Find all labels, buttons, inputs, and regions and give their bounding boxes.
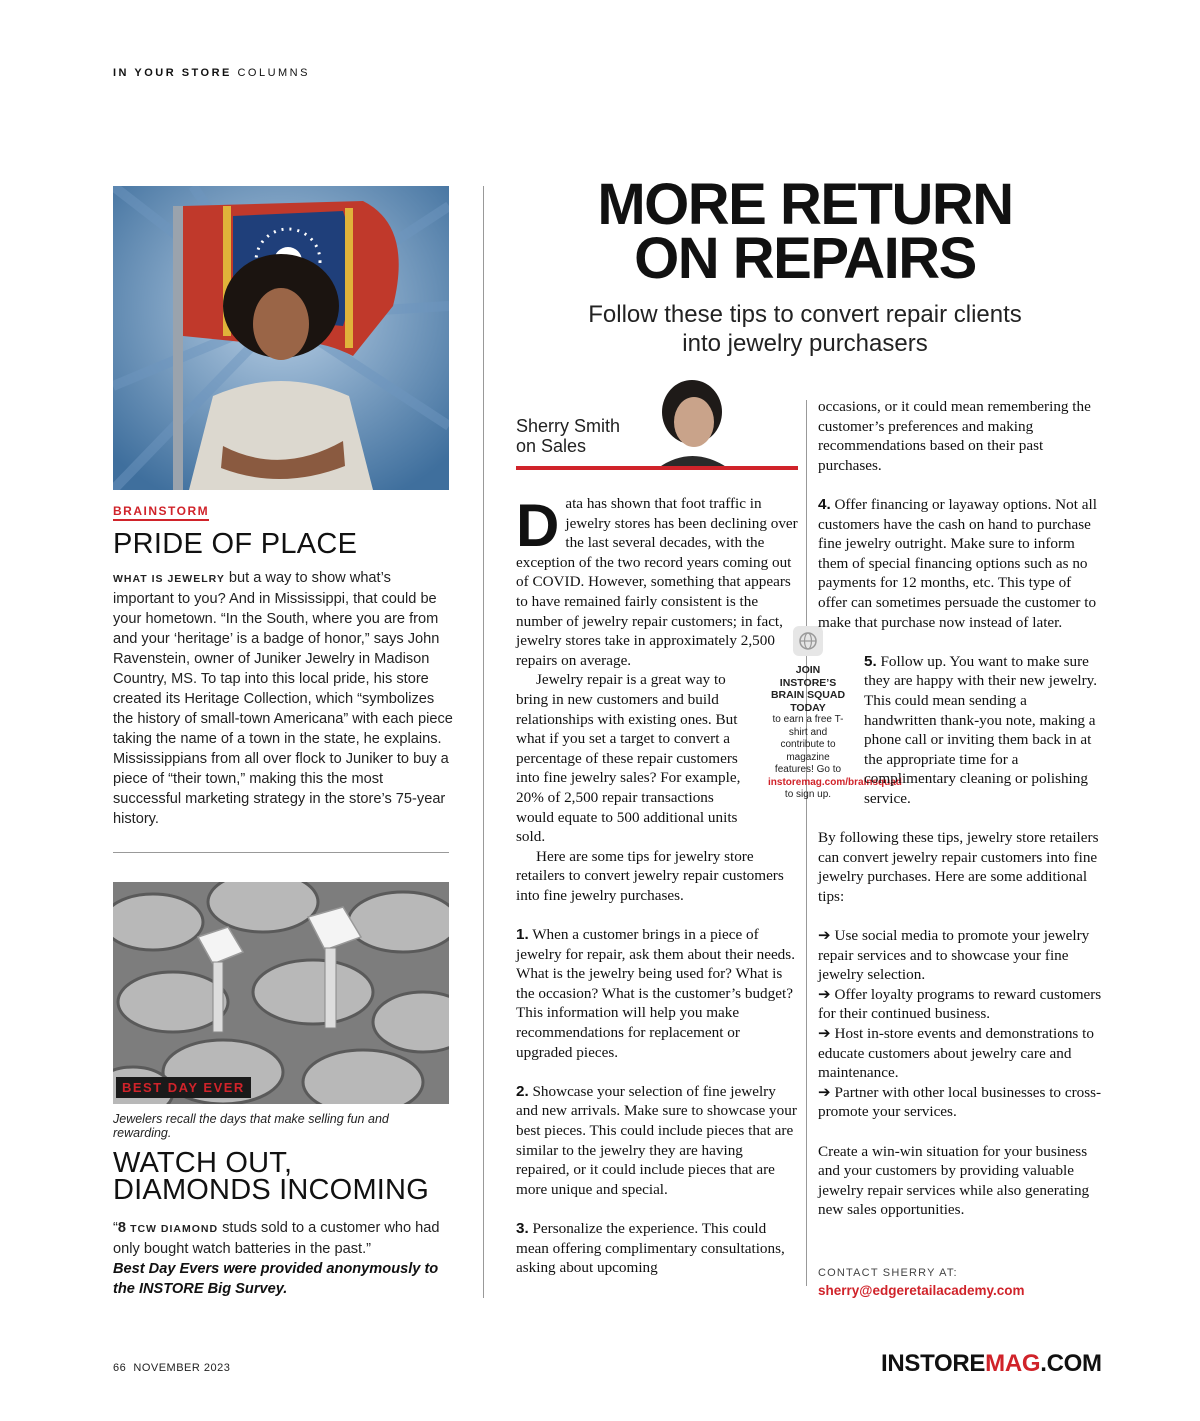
tip-2-number: 2. xyxy=(516,1082,529,1100)
tip-2-text: Showcase your selection of fine jewelry and new arrivals. Make sure to showcase your best pieces. This could include pieces that are similar to the jewelry they are having repaired, or it could include pieces that are more unique and special. xyxy=(516,1082,797,1198)
brainstorm-body xyxy=(113,568,453,829)
page-folio xyxy=(113,1362,230,1374)
magazine-url-c: .COM xyxy=(1040,1350,1102,1377)
drop-cap: D xyxy=(516,492,560,559)
arrow-icon: ➔ xyxy=(818,1025,831,1042)
best-day-ever-badge: BEST DAY EVER xyxy=(116,1077,251,1098)
deck-line2: into jewelry purchasers xyxy=(682,330,928,357)
flag-portrait-illustration xyxy=(113,186,449,490)
article-deck xyxy=(500,300,1110,358)
magazine-url xyxy=(881,1350,1102,1378)
closing-paragraph: Create a win-win situation for your business and your customers by providing valuable jewelry repair services while also generating new sales opportunities. xyxy=(818,1142,1090,1219)
tip-3-number: 3. xyxy=(516,1219,529,1237)
paragraph-3: Here are some tips for jewelry store retailers to convert jewelry repair customers into fine jewelry purchases. xyxy=(516,847,784,904)
column-divider xyxy=(483,186,484,1298)
brain-squad-text-b: to sign up. xyxy=(784,789,832,800)
magazine-url-b: MAG xyxy=(985,1350,1041,1377)
article-headline xyxy=(500,172,1110,291)
tip-1-text: When a customer brings in a piece of jewelry for repair, ask them about their needs. What is the jewelry being used for? What is the occasion? What is the customer’s budget? This information will help you make recommendations for replacement or upgraded pieces. xyxy=(516,926,795,1061)
magazine-url-a: INSTORE xyxy=(881,1350,986,1377)
tip-5-text: Follow up. You want to make sure they are happy with their new jewelry. This could mean sending a handwritten thank-you note, making a phone call or inviting them back in at the appropriate time for a complimentary cleaning or polishing service. xyxy=(864,652,1098,807)
deck-line1: Follow these tips to convert repair clients xyxy=(588,301,1022,328)
byline-line1: Sherry Smith xyxy=(516,416,621,436)
article-column-2 xyxy=(818,397,1102,1220)
tip-2 xyxy=(516,1082,799,1200)
quote-number: 8 xyxy=(117,1220,126,1236)
tip-3 xyxy=(516,1219,799,1278)
paragraph-intro xyxy=(516,494,799,670)
arrow-icon: ➔ xyxy=(818,985,831,1003)
tip-1 xyxy=(516,925,799,1062)
tips-bullet-list xyxy=(818,926,1102,1122)
quote-body: studs sold to a customer who had only bought watch batteries in the past.” xyxy=(113,1220,440,1257)
brain-squad-text-a: to earn a free T-shirt and contribute to magazine features! Go to xyxy=(772,714,844,775)
brain-squad-heading: JOIN INSTORE’S BRAIN SQUAD TODAY xyxy=(770,664,846,714)
bullet-text-2: Offer loyalty programs to reward customers for their continued business. xyxy=(818,985,1102,1023)
paragraph-intro-text: ata has shown that foot traffic in jewelry stores has been declining over the last several decades, with the exception of the two record years coming out of COVID. However, something that appears to have remained fairly consistent is the number of jewelry repair customers; in fact, jewelry stores take in approximately 2,500 repairs on average. xyxy=(516,495,798,669)
bullet-item xyxy=(818,985,1102,1024)
byline xyxy=(516,416,620,456)
watch-out-title-line2: DIAMONDS INCOMING xyxy=(113,1174,429,1206)
bullet-item xyxy=(818,1083,1102,1122)
paragraph-2: Jewelry repair is a great way to bring in new customers and build relationships with existing ones. But what if you set a target to convert a percentage of these repair customers into fine jewelry sales? For example, 20% of 2,500 repair transactions would equate to 500 additional units sold. xyxy=(516,671,741,846)
byline-rule xyxy=(516,466,798,470)
headline-line2: ON REPAIRS xyxy=(634,226,976,291)
section-label xyxy=(113,67,310,79)
byline-line2: on Sales xyxy=(516,436,587,456)
quote-caps: TCW DIAMOND xyxy=(130,1223,219,1235)
watch-out-title-line1: WATCH OUT, xyxy=(113,1147,293,1179)
best-day-quote xyxy=(113,1218,453,1299)
tip-4 xyxy=(818,495,1102,632)
section-label-light: COLUMNS xyxy=(237,67,310,79)
article-column-divider xyxy=(806,400,807,1286)
issue-date: NOVEMBER 2023 xyxy=(133,1362,231,1374)
contact-label: CONTACT SHERRY AT: xyxy=(818,1267,958,1279)
contact-email-link[interactable]: sherry@edgeretailacademy.com xyxy=(818,1283,1025,1298)
brain-squad-link[interactable]: instoremag.com/brainsquad xyxy=(768,776,902,788)
diamond-studs-photo xyxy=(113,882,449,1104)
bullet-text-1: Use social media to promote your jewelry repair services and to showcase your fine jewelry selection. xyxy=(818,927,1090,984)
quote-open-mark: “ xyxy=(113,1220,118,1236)
tip-4-number: 4. xyxy=(818,495,831,513)
left-column-divider xyxy=(113,852,449,853)
headline-line1: MORE RETURN xyxy=(597,172,1013,237)
watch-out-title xyxy=(113,1147,453,1206)
tip-5 xyxy=(818,652,1102,809)
best-day-caption: Jewelers recall the days that make selling fun and rewarding. xyxy=(113,1112,389,1140)
brainstorm-lead-caps: WHAT IS JEWELRY xyxy=(113,573,225,585)
paragraph-follow: By following these tips, jewelry store retailers can convert jewelry repair customers into fine jewelry purchases. Here are some additional tips: xyxy=(818,829,1099,905)
bullet-text-3: Host in-store events and demonstrations to educate customers about jewelry care and maintenance. xyxy=(818,1025,1094,1082)
author-headshot xyxy=(650,374,735,468)
tip-1-number: 1. xyxy=(516,926,529,944)
article-column-1 xyxy=(516,494,799,1278)
best-day-note: Best Day Evers were provided anonymously to the INSTORE Big Survey. xyxy=(113,1261,439,1297)
tip-3-text: Personalize the experience. This could mean offering complimentary consultations, asking about upcoming xyxy=(516,1219,785,1277)
arrow-icon: ➔ xyxy=(818,927,831,945)
section-label-bold: IN YOUR STORE xyxy=(113,67,232,79)
bullet-item xyxy=(818,1024,1102,1083)
bullet-text-4: Partner with other local businesses to cross-promote your services. xyxy=(818,1083,1102,1121)
page-number: 66 xyxy=(113,1362,127,1374)
brainstorm-text: but a way to show what’s important to you? And in Mississippi, that could be your hometown. “In the South, where you are from and your ‘heritage’ is a badge of honor,” says John Ravenstein, owner of Juniker Jewelry in Madison Country, MS. To tap into this local pride, his store created its Heritage Collection, which “symbolizes the history of small-town Americana” with each piece taking the name of a town in the state, he explains. Mississippians from all over flock to Juniker to buy a piece of “their town,” making this the most successful marketing strategy in the store’s 75-year history. xyxy=(113,570,453,827)
arrow-icon: ➔ xyxy=(818,1083,831,1101)
section-tag-brainstorm: BRAINSTORM xyxy=(113,504,209,521)
pride-of-place-title: PRIDE OF PLACE xyxy=(113,528,358,560)
tip-3-continued: occasions, or it could mean remembering the customer’s preferences and making recommendations based on their past purchases. xyxy=(818,398,1091,474)
tip-4-text: Offer financing or layaway options. Not all customers have the cash on hand to purchase fine jewelry outright. Make sure to inform them of special financing options such as no payments for 12 months, etc. This type of offer can sometimes persuade the customer to make that purchase now instead of later. xyxy=(818,495,1097,631)
tip-5-number: 5. xyxy=(864,652,877,670)
bullet-item xyxy=(818,926,1102,985)
